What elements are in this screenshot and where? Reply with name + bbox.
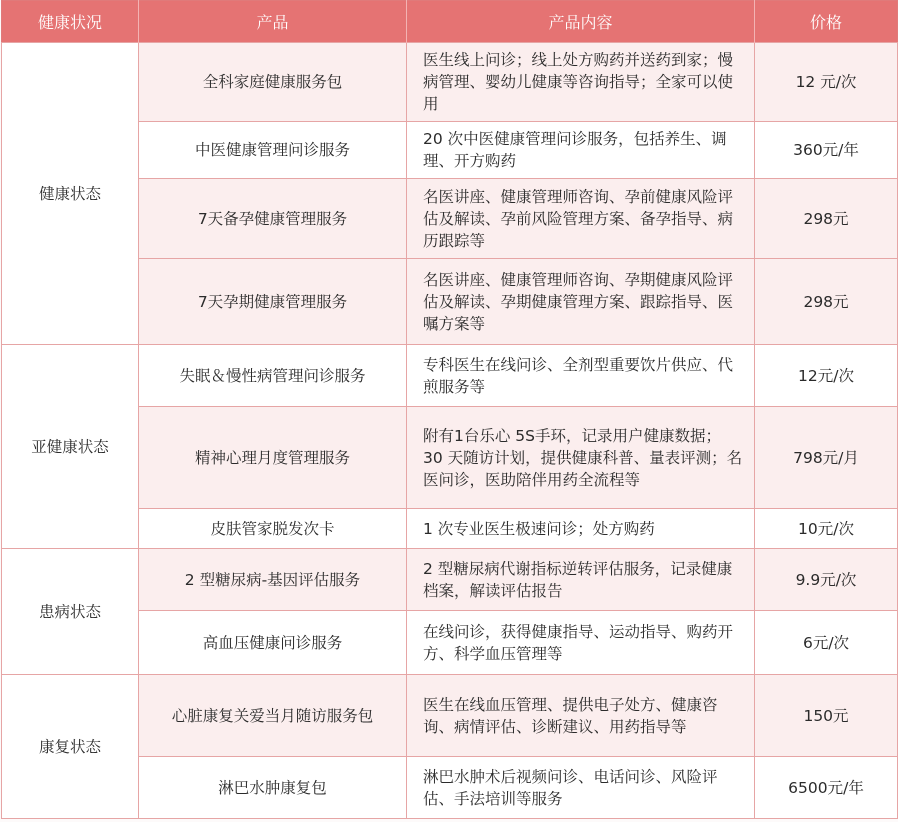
price-cell: 298元 (755, 259, 898, 345)
content-cell: 1 次专业医生极速问诊；处方购药 (407, 509, 755, 549)
content-cell: 名医讲座、健康管理师咨询、孕期健康风险评估及解读、孕期健康管理方案、跟踪指导、医嘱方案等 (407, 259, 755, 345)
product-cell: 中医健康管理问诊服务 (139, 122, 407, 179)
product-cell: 7天备孕健康管理服务 (139, 179, 407, 259)
table-row (2, 43, 898, 122)
table-header (2, 1, 898, 43)
content-cell: 淋巴水肿术后视频问诊、电话问诊、风险评估、手法培训等服务 (407, 757, 755, 819)
content-cell: 医生线上问诊；线上处方购药并送药到家；慢病管理、婴幼儿健康等咨询指导；全家可以使用 (407, 43, 755, 122)
content-cell: 专科医生在线问诊、全剂型重要饮片供应、代煎服务等 (407, 345, 755, 407)
content-cell: 医生在线血压管理、提供电子处方、健康咨询、病情评估、诊断建议、用药指导等 (407, 675, 755, 757)
content-cell: 名医讲座、健康管理师咨询、孕前健康风险评估及解读、孕前风险管理方案、备孕指导、病历跟踪等 (407, 179, 755, 259)
price-cell: 6500元/年 (755, 757, 898, 819)
price-cell: 12 元/次 (755, 43, 898, 122)
price-cell: 9.9元/次 (755, 549, 898, 611)
header-price: 价格 (755, 1, 898, 43)
content-cell: 20 次中医健康管理问诊服务，包括养生、调理、开方购药 (407, 122, 755, 179)
status-cell: 健康状态 (2, 43, 139, 345)
header-product: 产品 (139, 1, 407, 43)
product-cell: 7天孕期健康管理服务 (139, 259, 407, 345)
price-cell: 10元/次 (755, 509, 898, 549)
product-cell: 皮肤管家脱发次卡 (139, 509, 407, 549)
status-cell: 亚健康状态 (2, 345, 139, 549)
product-cell: 高血压健康问诊服务 (139, 611, 407, 675)
status-cell: 患病状态 (2, 549, 139, 675)
price-cell: 798元/月 (755, 407, 898, 509)
content-cell: 在线问诊，获得健康指导、运动指导、购药开方、科学血压管理等 (407, 611, 755, 675)
service-table (1, 0, 898, 819)
product-cell: 精神心理月度管理服务 (139, 407, 407, 509)
header-product-content: 产品内容 (407, 1, 755, 43)
table-row (2, 345, 898, 407)
product-cell: 失眠＆慢性病管理问诊服务 (139, 345, 407, 407)
product-cell: 淋巴水肿康复包 (139, 757, 407, 819)
price-cell: 12元/次 (755, 345, 898, 407)
price-cell: 6元/次 (755, 611, 898, 675)
content-cell: 附有1台乐心 5S手环，记录用户健康数据； 30 天随访计划，提供健康科普、量表评测；名医问诊，医助陪伴用药全流程等 (407, 407, 755, 509)
status-cell: 康复状态 (2, 675, 139, 819)
product-cell: 全科家庭健康服务包 (139, 43, 407, 122)
table-row (2, 549, 898, 611)
price-cell: 150元 (755, 675, 898, 757)
header-health-status: 健康状况 (2, 1, 139, 43)
price-cell: 360元/年 (755, 122, 898, 179)
table-row (2, 675, 898, 757)
content-cell: 2 型糖尿病代谢指标逆转评估服务，记录健康档案，解读评估报告 (407, 549, 755, 611)
price-cell: 298元 (755, 179, 898, 259)
product-cell: 2 型糖尿病-基因评估服务 (139, 549, 407, 611)
product-cell: 心脏康复关爱当月随访服务包 (139, 675, 407, 757)
